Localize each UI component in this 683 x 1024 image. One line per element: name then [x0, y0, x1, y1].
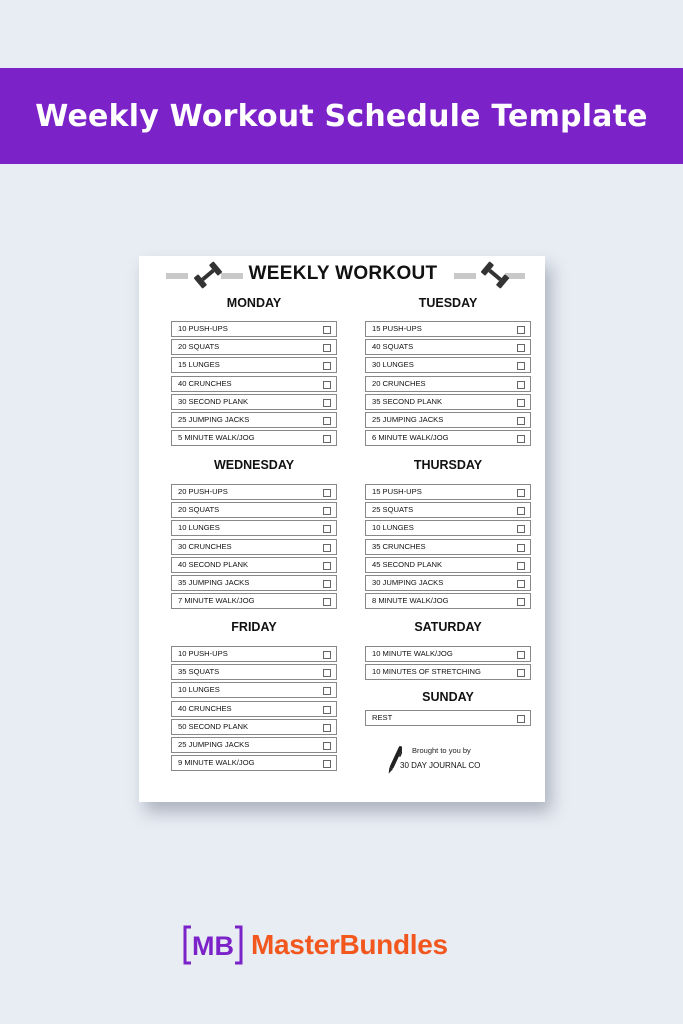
task-checkbox[interactable]	[517, 381, 525, 389]
task-row	[171, 502, 337, 518]
task-row	[171, 664, 337, 680]
task-row	[365, 539, 531, 555]
task-checkbox[interactable]	[323, 399, 331, 407]
task-checkbox[interactable]	[323, 669, 331, 677]
credit-line-1: Brought to you by	[412, 746, 471, 755]
header-bar-left-1	[166, 273, 188, 279]
task-row	[171, 737, 337, 753]
task-checkbox[interactable]	[323, 417, 331, 425]
task-label: 10 LUNGES	[372, 523, 414, 533]
task-checkbox[interactable]	[323, 489, 331, 497]
task-checkbox[interactable]	[323, 651, 331, 659]
task-list-wednesday	[171, 484, 337, 611]
day-title-wednesday: WEDNESDAY	[213, 458, 295, 472]
task-row	[171, 484, 337, 500]
task-checkbox[interactable]	[323, 580, 331, 588]
task-label: 30 JUMPING JACKS	[372, 577, 444, 587]
day-title-sunday: SUNDAY	[422, 690, 474, 704]
mb-logo-icon	[183, 924, 243, 966]
task-checkbox[interactable]	[517, 489, 525, 497]
task-row	[365, 394, 531, 410]
task-label: 35 SQUATS	[178, 667, 220, 677]
task-checkbox[interactable]	[517, 580, 525, 588]
task-row	[365, 412, 531, 428]
task-row	[365, 502, 531, 518]
task-label: 25 JUMPING JACKS	[178, 739, 250, 749]
task-checkbox[interactable]	[517, 507, 525, 515]
day-title-friday: FRIDAY	[231, 620, 277, 634]
task-list-thursday	[365, 484, 531, 611]
task-row	[365, 357, 531, 373]
task-row	[171, 520, 337, 536]
task-row	[365, 376, 531, 392]
task-label: 10 PUSH-UPS	[178, 649, 228, 658]
task-label: 10 LUNGES	[178, 523, 220, 533]
task-row	[365, 593, 531, 609]
brand-logo[interactable]	[183, 924, 448, 966]
task-row	[365, 339, 531, 355]
logo-mark-text: MB	[192, 931, 234, 961]
task-row	[171, 539, 337, 555]
task-label: 15 PUSH-UPS	[372, 487, 422, 496]
task-label: 25 JUMPING JACKS	[178, 414, 250, 424]
task-checkbox[interactable]	[323, 435, 331, 443]
task-checkbox[interactable]	[517, 544, 525, 552]
task-checkbox[interactable]	[517, 362, 525, 370]
task-list-tuesday	[365, 321, 531, 448]
task-label: 20 CRUNCHES	[372, 378, 426, 388]
task-row	[365, 484, 531, 500]
task-label: 7 MINUTE WALK/JOG	[178, 596, 255, 606]
task-checkbox[interactable]	[323, 724, 331, 732]
task-row	[171, 394, 337, 410]
task-row	[171, 412, 337, 428]
task-label: 10 LUNGES	[178, 685, 220, 695]
dumbbell-icon	[478, 258, 512, 292]
task-row	[365, 664, 531, 680]
task-row	[171, 357, 337, 373]
task-label: 9 MINUTE WALK/JOG	[178, 758, 255, 768]
task-label: 25 JUMPING JACKS	[372, 414, 444, 424]
task-label: 45 SECOND PLANK	[372, 559, 443, 569]
task-checkbox[interactable]	[517, 435, 525, 443]
task-label: 8 MINUTE WALK/JOG	[372, 596, 449, 606]
task-label: 40 SECOND PLANK	[178, 559, 249, 569]
task-label: 40 SQUATS	[372, 342, 414, 352]
sheet-title: WEEKLY WORKOUT	[248, 263, 438, 284]
dumbbell-icon	[191, 258, 225, 292]
task-row	[365, 321, 531, 337]
task-row	[171, 321, 337, 337]
task-row	[171, 593, 337, 609]
banner-title: Weekly Workout Schedule Template	[35, 98, 648, 134]
task-row	[171, 575, 337, 591]
header-banner	[0, 68, 683, 164]
task-checkbox[interactable]	[517, 525, 525, 533]
task-label: 35 CRUNCHES	[372, 541, 426, 551]
task-checkbox[interactable]	[517, 598, 525, 606]
task-label: 30 SECOND PLANK	[178, 396, 249, 406]
task-label: 20 PUSH-UPS	[178, 487, 228, 496]
task-row	[171, 682, 337, 698]
day-title-thursday: THURSDAY	[413, 458, 483, 472]
task-label: 40 CRUNCHES	[178, 378, 232, 388]
task-checkbox[interactable]	[323, 544, 331, 552]
task-row	[171, 557, 337, 573]
task-label: 6 MINUTE WALK/JOG	[372, 433, 449, 443]
task-checkbox[interactable]	[517, 715, 525, 723]
task-row	[171, 430, 337, 446]
task-row	[171, 719, 337, 735]
task-label: 40 CRUNCHES	[178, 703, 232, 713]
task-checkbox[interactable]	[323, 562, 331, 570]
task-label: 15 PUSH-UPS	[372, 324, 422, 333]
task-checkbox[interactable]	[517, 326, 525, 334]
task-label: 20 SQUATS	[178, 342, 220, 352]
task-label: 50 SECOND PLANK	[178, 721, 249, 731]
task-row	[171, 376, 337, 392]
task-row	[365, 575, 531, 591]
task-label: REST	[372, 713, 393, 722]
task-checkbox[interactable]	[323, 760, 331, 768]
task-checkbox[interactable]	[517, 651, 525, 659]
brand-name: MasterBundles	[251, 929, 448, 960]
task-label: 10 MINUTES OF STRETCHING	[372, 667, 481, 677]
task-checkbox[interactable]	[323, 381, 331, 389]
task-row	[171, 646, 337, 662]
task-label: 10 MINUTE WALK/JOG	[372, 649, 453, 658]
task-checkbox[interactable]	[517, 562, 525, 570]
task-list-sunday	[365, 710, 531, 728]
task-label: 15 LUNGES	[178, 360, 220, 370]
task-label: 30 CRUNCHES	[178, 541, 232, 551]
credit-line-2: 30 DAY JOURNAL CO	[400, 761, 481, 770]
task-row	[171, 755, 337, 771]
sheet-header	[139, 256, 545, 292]
day-title-saturday: SATURDAY	[414, 620, 482, 634]
task-label: 35 SECOND PLANK	[372, 396, 443, 406]
task-checkbox[interactable]	[323, 362, 331, 370]
day-title-tuesday: TUESDAY	[418, 296, 478, 310]
pen-icon	[388, 743, 402, 777]
task-row	[365, 646, 531, 662]
task-checkbox[interactable]	[323, 525, 331, 533]
task-list-friday	[171, 646, 337, 773]
task-list-saturday	[365, 646, 531, 682]
task-label: 20 SQUATS	[178, 505, 220, 515]
task-row	[365, 557, 531, 573]
task-label: 30 LUNGES	[372, 360, 414, 370]
task-row	[365, 430, 531, 446]
task-checkbox[interactable]	[323, 742, 331, 750]
task-label: 5 MINUTE WALK/JOG	[178, 433, 255, 443]
task-checkbox[interactable]	[517, 417, 525, 425]
task-row	[171, 701, 337, 717]
task-label: 35 JUMPING JACKS	[178, 577, 250, 587]
task-label: 10 PUSH-UPS	[178, 324, 228, 333]
task-checkbox[interactable]	[323, 687, 331, 695]
task-checkbox[interactable]	[517, 344, 525, 352]
task-checkbox[interactable]	[517, 669, 525, 677]
task-list-monday	[171, 321, 337, 448]
task-row	[365, 520, 531, 536]
task-label: 25 SQUATS	[372, 505, 414, 515]
task-checkbox[interactable]	[323, 344, 331, 352]
header-bar-right-1	[454, 273, 476, 279]
workout-sheet	[139, 256, 545, 802]
task-row	[171, 339, 337, 355]
task-checkbox[interactable]	[323, 507, 331, 515]
task-checkbox[interactable]	[323, 598, 331, 606]
task-checkbox[interactable]	[517, 399, 525, 407]
task-row	[365, 710, 531, 726]
day-title-monday: MONDAY	[226, 296, 282, 310]
task-checkbox[interactable]	[323, 326, 331, 334]
task-checkbox[interactable]	[323, 706, 331, 714]
